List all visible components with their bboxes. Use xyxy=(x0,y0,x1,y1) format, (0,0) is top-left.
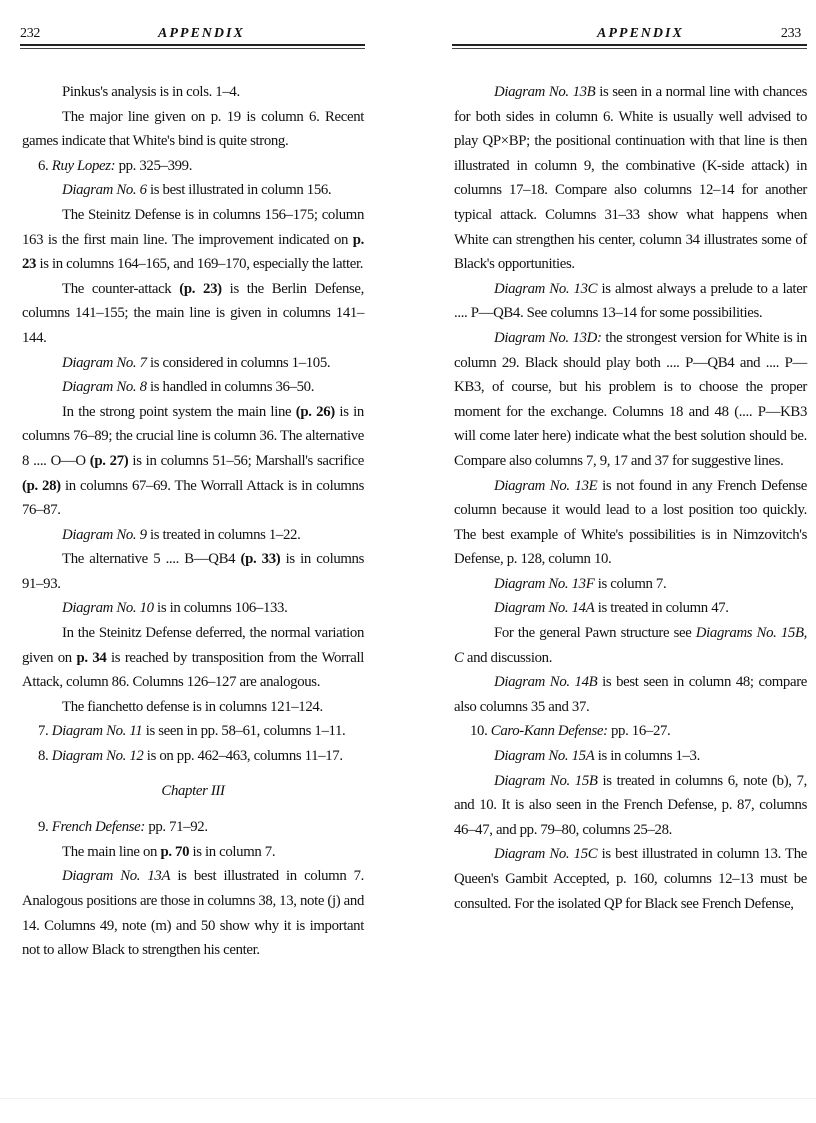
bold-page-reference: (p. 23) xyxy=(179,280,222,297)
paragraph: Diagram No. 13E is not found in any French Defense column because it would lead to a lost position too quickly. The best example of White's possibilities is in Nimzovitch's Defense, p. 128, column 10. xyxy=(454,477,807,568)
page-bottom-edge xyxy=(0,1098,816,1099)
italic-reference: Ruy Lopez: xyxy=(51,157,116,174)
italic-reference: Diagram No. 13C xyxy=(494,280,598,297)
bold-page-reference: (p. 28) xyxy=(22,477,61,494)
paragraph: 7. Diagram No. 11 is seen in pp. 58–61, columns 1–11. xyxy=(38,723,346,740)
italic-reference: Diagram No. 13D: xyxy=(494,329,602,346)
paragraph: Diagram No. 7 is considered in columns 1–105. xyxy=(62,354,331,371)
paragraph: The alternative 5 .... B—QB4 (p. 33) is in columns 91–93. xyxy=(22,551,364,592)
paragraph: 10. Caro-Kann Defense: pp. 16–27. xyxy=(470,723,671,740)
paragraph: For the general Pawn structure see Diagrams No. 15B, C and discussion. xyxy=(454,625,807,666)
paragraph: Diagram No. 14B is best seen in column 48; compare also columns 35 and 37. xyxy=(454,674,807,715)
page-header xyxy=(452,24,807,46)
italic-reference: Diagrams No. 15B, C xyxy=(454,625,807,666)
paragraph: Pinkus's analysis is in cols. 1–4. xyxy=(62,84,240,100)
bold-page-reference: p. 34 xyxy=(76,649,107,666)
page-body xyxy=(454,80,807,916)
italic-reference: Diagram No. 7 xyxy=(62,354,147,371)
paragraph: Diagram No. 13A is best illustrated in column 7. Analogous positions are those in columns 38, 13, note (j) and 14. Columns 49, note (m) and 50 show why it is important not to allow Black to strengthen his center. xyxy=(22,868,365,959)
italic-reference: Diagram No. 10 xyxy=(62,600,154,617)
italic-reference: Diagram No. 15C xyxy=(494,846,598,863)
paragraph: Diagram No. 13F is column 7. xyxy=(494,575,667,592)
bold-page-reference: p. 23 xyxy=(22,231,364,273)
italic-reference: Diagram No. 6 xyxy=(62,182,147,199)
paragraph: Diagram No. 9 is treated in columns 1–22. xyxy=(62,526,301,543)
italic-reference: Diagram No. 13A xyxy=(62,868,171,885)
paragraph: Diagram No. 14A is treated in column 47. xyxy=(494,600,729,617)
paragraph: The major line given on p. 19 is column 6. Recent games indicate that White's bind is quite strong. xyxy=(22,108,364,150)
running-head: APPENDIX xyxy=(158,26,245,41)
paragraph: Diagram No. 15C is best illustrated in column 13. The Queen's Gambit Accepted, p. 160, columns 12–13 must be consulted. For the isolated QP for Black see French Defense, xyxy=(454,846,807,912)
right-page xyxy=(408,0,816,1123)
italic-reference: Diagram No. 14B xyxy=(494,674,598,691)
page-number: 233 xyxy=(780,26,801,41)
paragraph: Diagram No. 8 is handled in columns 36–50. xyxy=(62,379,315,396)
paragraph: The fianchetto defense is in columns 121–124. xyxy=(62,698,323,715)
paragraph: The Steinitz Defense is in columns 156–175; column 163 is the first main line. The improvement indicated on p. 23 is in columns 164–165, and 169–170, especially the latter. xyxy=(22,206,364,273)
paragraph: Diagram No. 15A is in columns 1–3. xyxy=(494,748,700,765)
italic-reference: Diagram No. 13B xyxy=(494,84,596,100)
running-head: APPENDIX xyxy=(597,26,684,41)
header-rule xyxy=(452,44,807,46)
header-rule xyxy=(20,44,365,46)
italic-reference: French Defense: xyxy=(51,819,145,836)
italic-reference: Diagram No. 14A xyxy=(494,600,595,617)
italic-reference: Diagram No. 13F xyxy=(494,575,595,592)
paragraph: In the Steinitz Defense deferred, the normal variation given on p. 34 is reached by transposition from the Worrall Attack, column 86. Columns 126–127 are analogous. xyxy=(22,625,364,691)
paragraph: Diagram No. 15B is treated in columns 6, note (b), 7, and 10. It is also seen in the French Defense, p. 87, columns 46–47, and pp. 79–80, columns 25–28. xyxy=(454,772,807,838)
italic-reference: Diagram No. 8 xyxy=(62,379,147,396)
bold-page-reference: (p. 27) xyxy=(89,452,129,469)
page-header xyxy=(20,24,365,46)
paragraph: Diagram No. 13C is almost always a prelude to a later .... P—QB4. See columns 13–14 for some possibilities. xyxy=(454,280,807,322)
paragraph: Diagram No. 13B is seen in a normal line with chances for both sides in column 6. White is usually well advised to play QP×BP; the positional continuation with that line is then illustrated in column 9, the combinative (K-side attack) in columns 17–18. Compare also columns 12–14 for another typical attack. Columns 31–33 show what happens when White can strengthen his center, column 34 illustrates some of Black's opportunities. xyxy=(454,84,807,273)
italic-reference: Diagram No. 9 xyxy=(62,526,147,543)
page-body xyxy=(22,80,364,963)
italic-reference: Diagram No. 15A xyxy=(494,748,595,765)
chapter-heading xyxy=(22,779,364,804)
italic-reference: Chapter III xyxy=(161,782,225,799)
italic-reference: Diagram No. 15B xyxy=(494,772,598,789)
paragraph: 6. Ruy Lopez: pp. 325–399. xyxy=(38,157,193,174)
paragraph: Diagram No. 13D: the strongest version for White is in column 29. Black should play both .... P—QB4 and .... P—KB3, of course, but his problem is to choose the proper moment for the exchange. Columns 18 and 48 (.... P—KB3 will come later here) indicate what the best solution should be. Compare also columns 7, 9, 17 and 37 for suggestive lines. xyxy=(454,329,807,469)
paragraph: The main line on p. 70 is in column 7. xyxy=(62,843,276,860)
paragraph: In the strong point system the main line (p. 26) is in columns 76–89; the crucial line is column 36. The alternative 8 .... O—O (p. 27) is in columns 51–56; Marshall's sacrifice (p. 28) in columns 67–69. The Worrall Attack is in columns 76–87. xyxy=(22,403,364,519)
italic-reference: Diagram No. 11 xyxy=(51,723,143,740)
paragraph: 8. Diagram No. 12 is on pp. 462–463, columns 11–17. xyxy=(38,748,343,765)
page-number: 232 xyxy=(20,26,41,41)
bold-page-reference: (p. 26) xyxy=(295,403,335,420)
paragraph: Diagram No. 10 is in columns 106–133. xyxy=(62,600,288,617)
bold-page-reference: (p. 33) xyxy=(240,551,281,568)
italic-reference: Diagram No. 13E xyxy=(494,477,598,494)
paragraph: 9. French Defense: pp. 71–92. xyxy=(38,819,208,836)
bold-page-reference: p. 70 xyxy=(160,843,190,860)
italic-reference: Diagram No. 12 xyxy=(51,748,144,765)
paragraph: The counter-attack (p. 23) is the Berlin Defense, columns 141–155; the main line is given in columns 141–144. xyxy=(22,280,364,346)
paragraph: Diagram No. 6 is best illustrated in column 156. xyxy=(62,182,332,199)
italic-reference: Caro-Kann Defense: xyxy=(490,723,608,740)
